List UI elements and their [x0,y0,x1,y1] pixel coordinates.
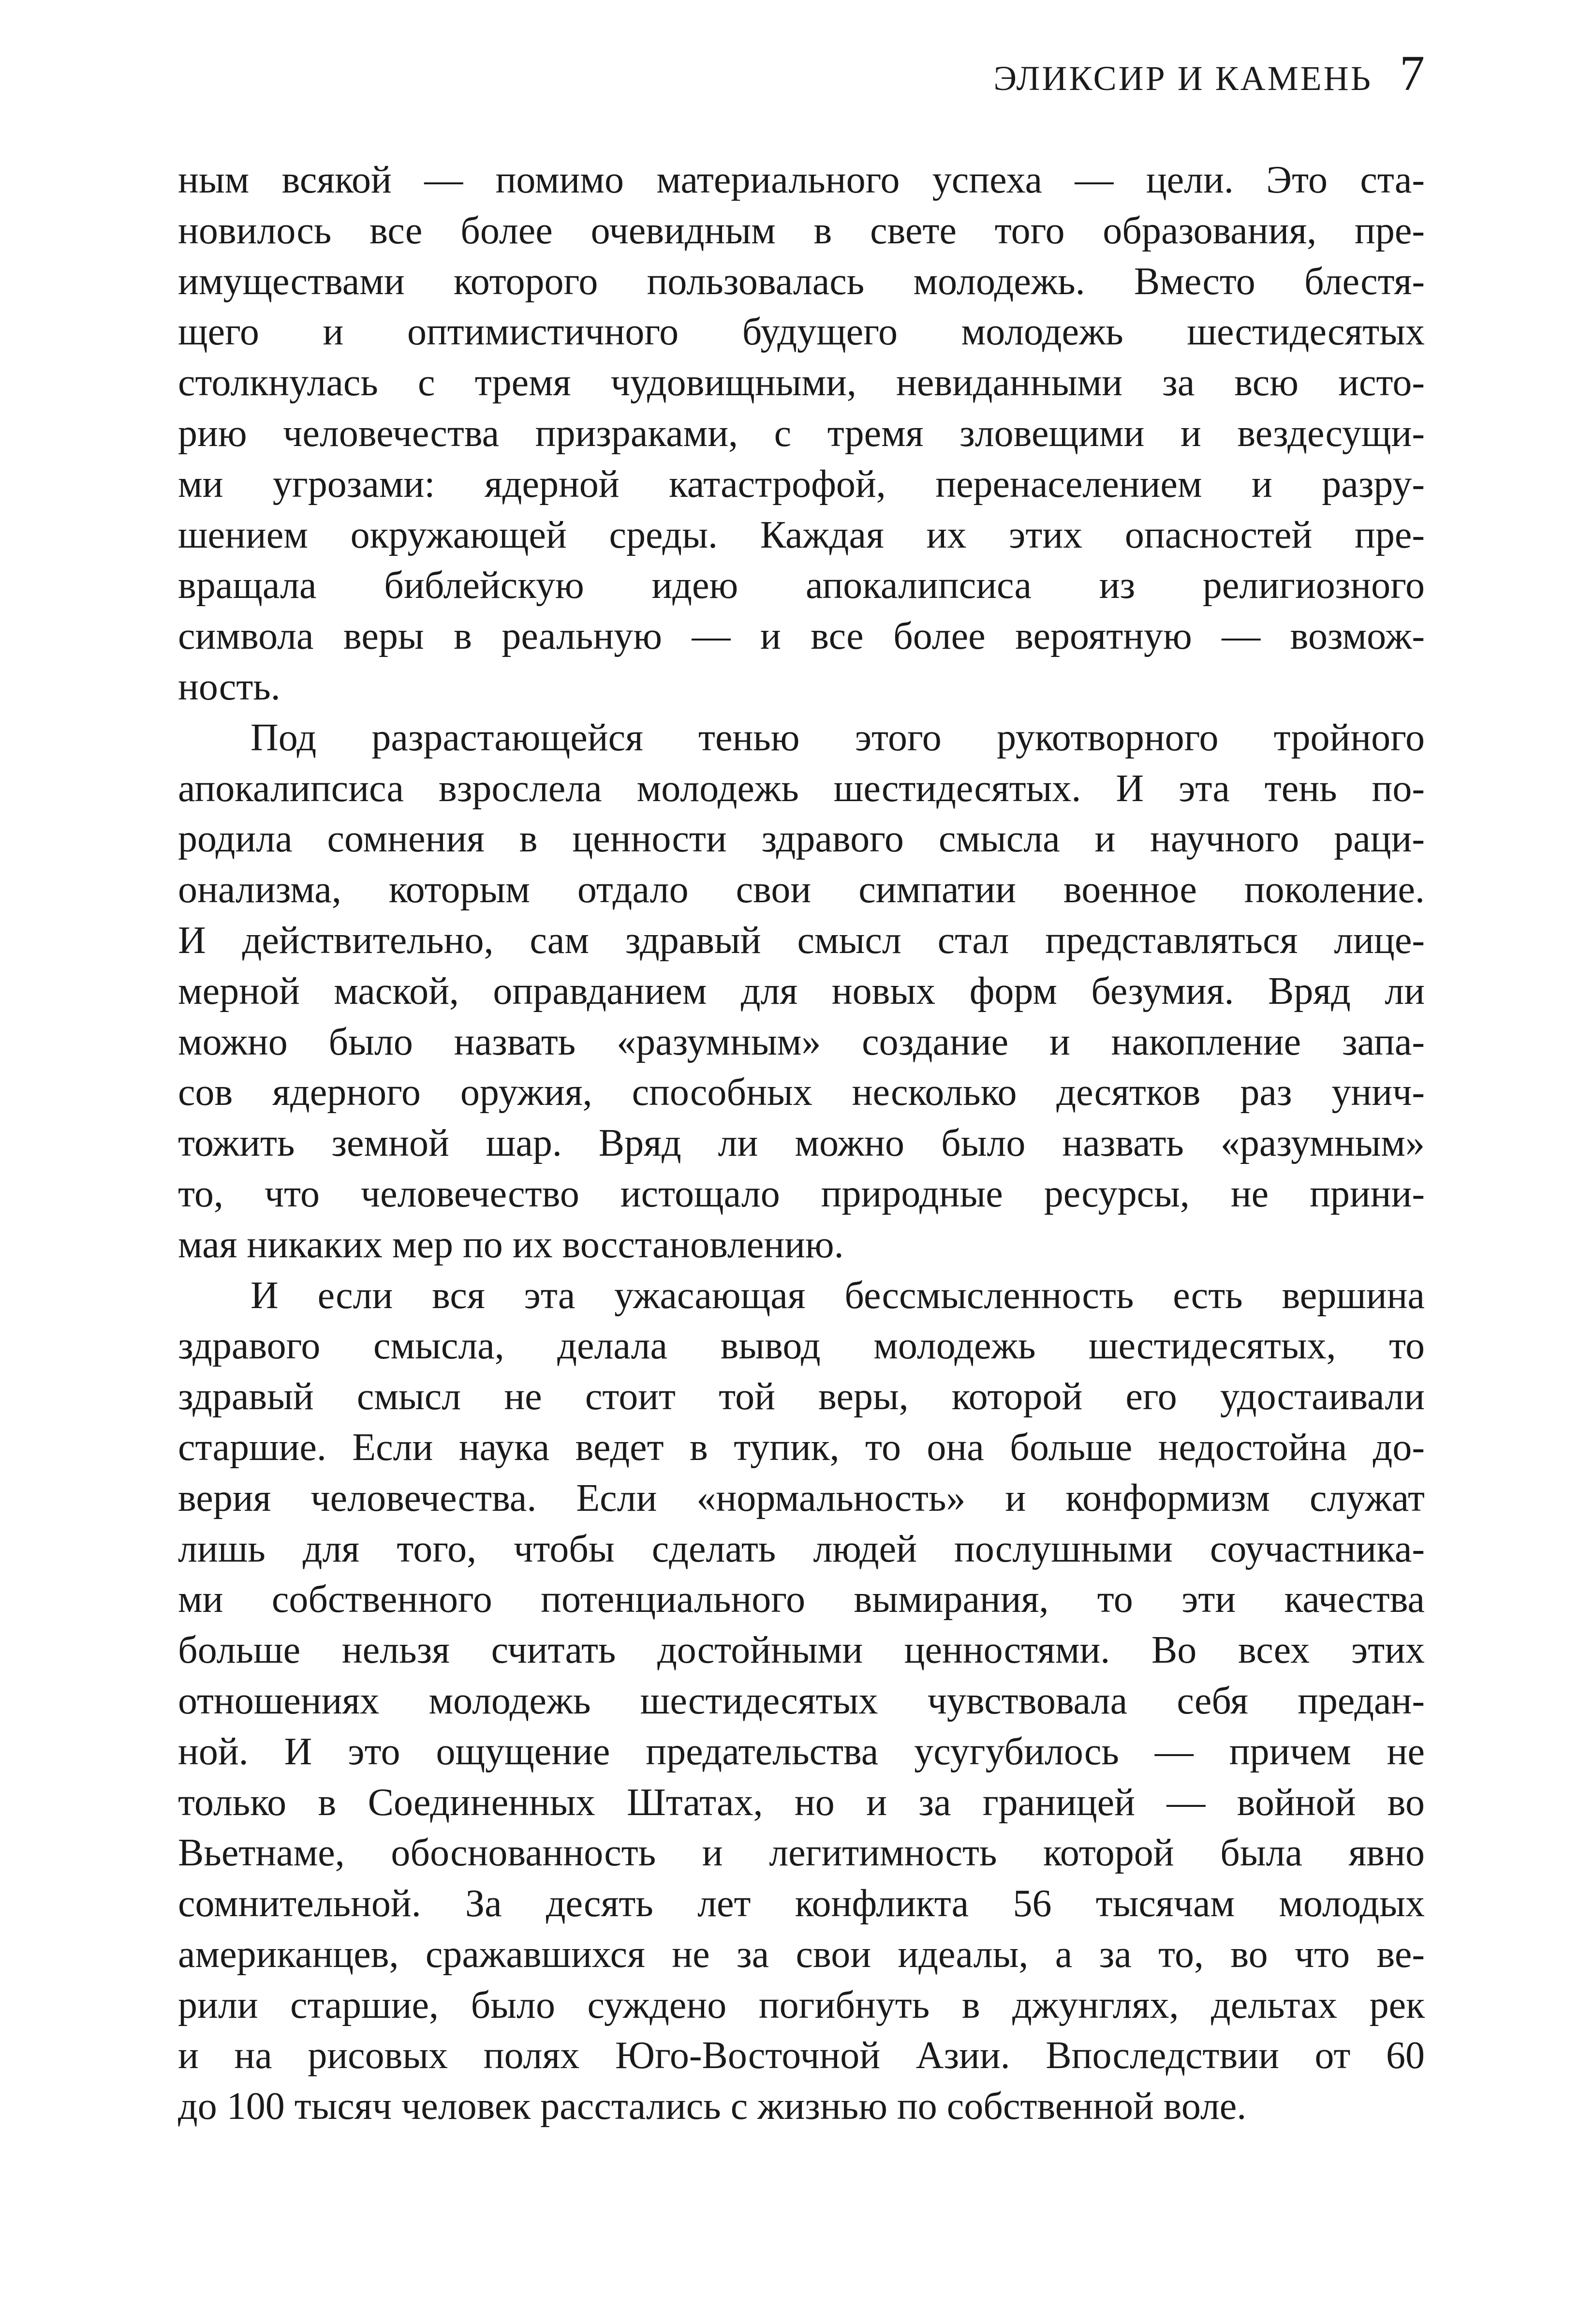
text-line: шением окружающей среды. Каждая их этих опасностей пре- [178,513,1425,556]
text-line: Под разрастающейся тенью этого рукотворного тройного [251,716,1425,759]
body-text [178,155,1425,2132]
text-line: рили старшие, было суждено погибнуть в джунглях, дельтах рек [178,1983,1425,2026]
text-line: до 100 тысяч человек расстались с жизнью по собственной воле. [178,2085,1247,2128]
text-line: здравого смысла, делала вывод молодежь шестидесятых, то [178,1325,1425,1368]
text-line: щего и оптимистичного будущего молодежь шестидесятых [178,311,1425,354]
text-line: символа веры в реальную — и все более вероятную — возмож- [178,615,1425,658]
text-line: ным всякой — помимо материального успеха — цели. Это ста- [178,159,1425,201]
text-line: мая никаких мер по их восстановлению. [178,1223,844,1266]
text-line: родила сомнения в ценности здравого смысла и научного раци- [178,818,1425,861]
text-line: рию человечества призраками, с тремя зловещими и вездесущи- [178,412,1425,455]
text-line: И действительно, сам здравый смысл стал представляться лице- [178,919,1425,962]
running-title: ЭЛИКСИР И КАМЕНЬ [993,59,1373,98]
text-line: сов ядерного оружия, способных несколько десятков раз унич- [178,1071,1425,1114]
text-line: только в Соединенных Штатах, но и за границей — войной во [178,1781,1425,1824]
text-line: можно было назвать «разумным» создание и накопление запа- [178,1020,1425,1063]
text-line: И если вся эта ужасающая бессмысленность есть вершина [251,1274,1425,1317]
text-line: ми угрозами: ядерной катастрофой, перенаселением и разру- [178,462,1425,506]
text-line: новилось все более очевидным в свете того образования, пре- [178,209,1425,252]
text-line: столкнулась с тремя чудовищными, невиданными за всю исто- [178,361,1425,404]
paragraph [178,1270,1425,2132]
page-number: 7 [1400,45,1425,101]
text-line: верия человечества. Если «нормальность» и конформизм служат [178,1476,1425,1520]
text-line: здравый смысл не стоит той веры, которой его удостаивали [178,1375,1425,1418]
text-line: мерной маской, оправданием для новых форм безумия. Вряд ли [178,969,1425,1013]
text-line: ность. [178,665,280,708]
text-line: онализма, которым отдало свои симпатии военное поколение. [178,868,1425,911]
text-line: старшие. Если наука ведет в тупик, то она больше недостойна до- [178,1426,1425,1469]
text-line: американцев, сражавшихся не за свои идеалы, а за то, во что ве- [178,1933,1425,1976]
paragraph [178,713,1425,1270]
paragraph [178,155,1425,713]
text-line: вращала библейскую идею апокалипсиса из религиозного [178,564,1425,607]
text-line: имуществами которого пользовалась молодежь. Вместо блестя- [178,260,1425,303]
text-line: лишь для того, чтобы сделать людей послушными соучастника- [178,1527,1425,1570]
running-head [994,45,1425,102]
text-line: то, что человечество истощало природные ресурсы, не прини- [178,1172,1425,1215]
text-line: ной. И это ощущение предательства усугубилось — причем не [178,1730,1425,1773]
text-line: тожить земной шар. Вряд ли можно было назвать «разумным» [178,1122,1425,1165]
text-line: сомнительной. За десять лет конфликта 56 тысячам молодых [178,1882,1425,1925]
text-line: отношениях молодежь шестидесятых чувствовала себя предан- [178,1679,1425,1722]
text-line: ми собственного потенциального вымирания, то эти качества [178,1578,1425,1621]
text-line: и на рисовых полях Юго-Восточной Азии. Впоследствии от 60 [178,2034,1425,2077]
text-line: больше нельзя считать достойными ценностями. Во всех этих [178,1629,1425,1672]
text-line: апокалипсиса взрослела молодежь шестидесятых. И эта тень по- [178,767,1425,810]
text-line: Вьетнаме, обоснованность и легитимность которой была явно [178,1832,1425,1875]
